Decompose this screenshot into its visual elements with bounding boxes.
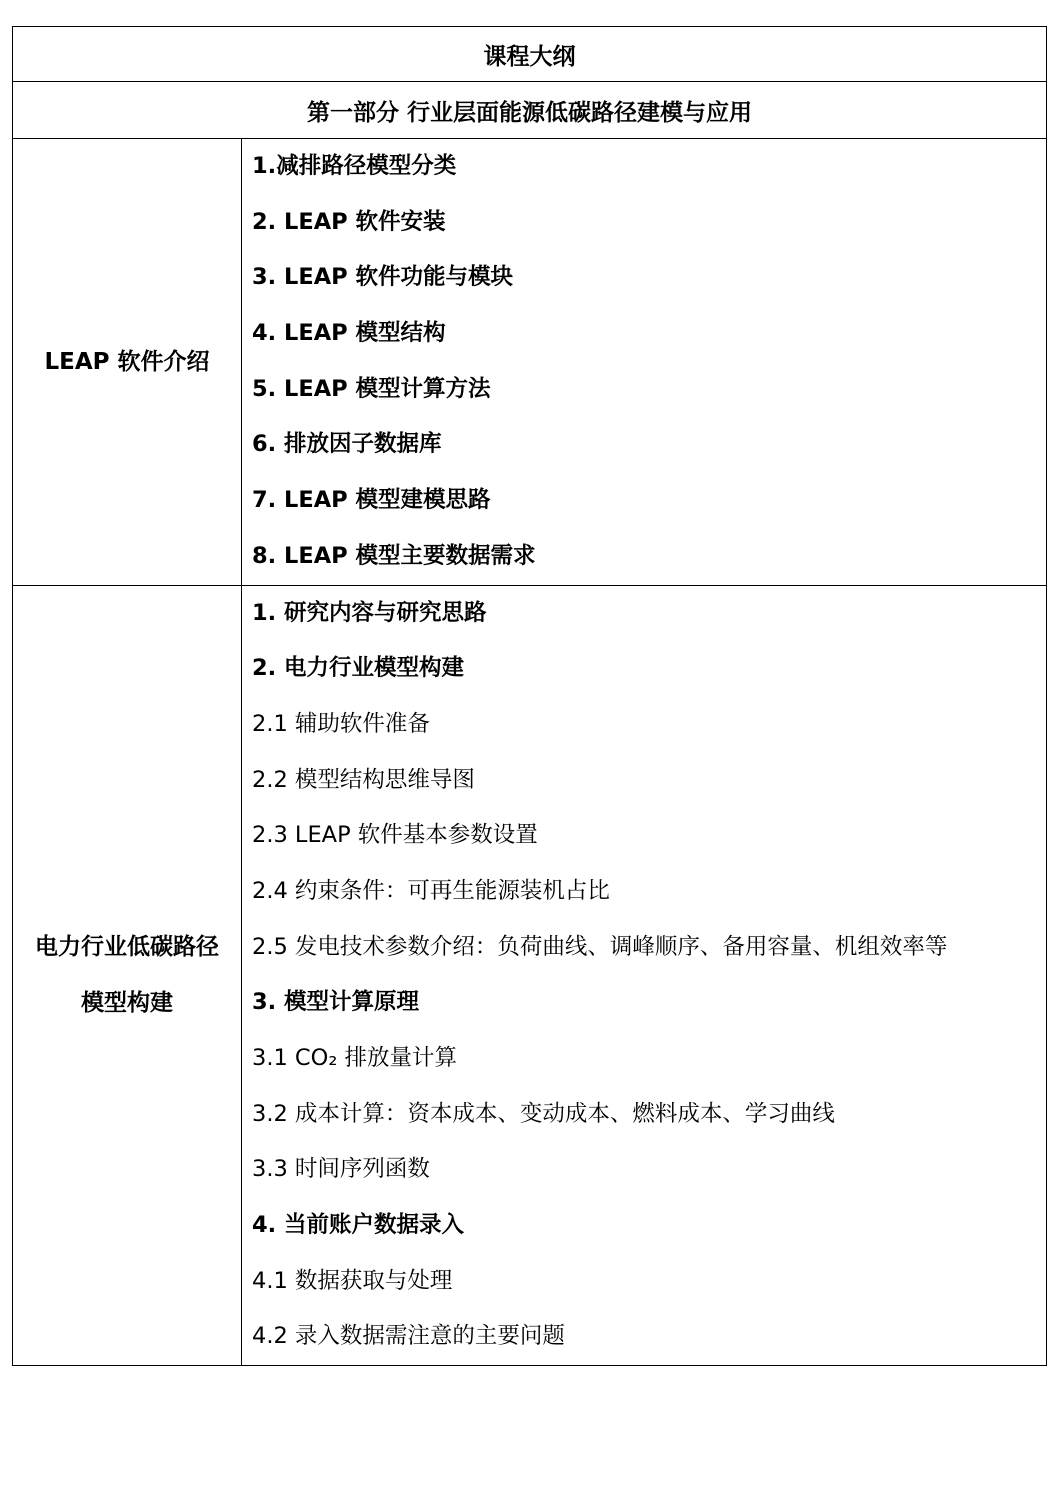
list-item: 2. 电力行业模型构建 (252, 655, 465, 682)
item-list (252, 586, 1046, 1366)
list-item: 2.3 LEAP 软件基本参数设置 (252, 822, 538, 849)
list-item: 3. 模型计算原理 (252, 989, 420, 1016)
list-item: 2.2 模型结构思维导图 (252, 766, 475, 793)
title-row (13, 27, 1047, 82)
part-row (13, 82, 1047, 139)
list-item: 2. LEAP 软件安装 (252, 208, 446, 235)
list-item: 5. LEAP 模型计算方法 (252, 375, 491, 402)
list-item: 1.减排路径模型分类 (252, 153, 457, 179)
module-row-power-sector (13, 585, 1047, 1366)
list-item: 3.1 CO₂ 排放量计算 (252, 1045, 458, 1071)
list-item: 7. LEAP 模型建模思路 (252, 487, 491, 514)
outline-title: 课程大纲 (13, 27, 1047, 82)
module-name (13, 139, 242, 586)
module-name (13, 585, 242, 1366)
list-item: 3. LEAP 软件功能与模块 (252, 264, 513, 291)
list-item: 4. LEAP 模型结构 (252, 320, 446, 347)
module-name-line: 电力行业低碳路径 (35, 934, 219, 961)
part-title: 第一部分 行业层面能源低碳路径建模与应用 (13, 82, 1047, 139)
list-item: 8. LEAP 模型主要数据需求 (252, 542, 536, 569)
module-name-line: 模型构建 (81, 990, 173, 1017)
module-name-line: LEAP 软件介绍 (44, 348, 210, 375)
list-item: 2.4 约束条件：可再生能源装机占比 (252, 877, 610, 904)
module-items (242, 139, 1047, 586)
list-item: 2.5 发电技术参数介绍：负荷曲线、调峰顺序、备用容量、机组效率等 (252, 933, 948, 960)
item-list (252, 139, 1046, 585)
list-item: 3.2 成本计算：资本成本、变动成本、燃料成本、学习曲线 (252, 1100, 835, 1127)
list-item: 2.1 辅助软件准备 (252, 710, 430, 737)
list-item: 3.3 时间序列函数 (252, 1156, 430, 1183)
list-item: 4.2 录入数据需注意的主要问题 (252, 1323, 565, 1350)
course-outline-table (12, 26, 1047, 1366)
list-item: 4.1 数据获取与处理 (252, 1267, 453, 1294)
list-item: 6. 排放因子数据库 (252, 431, 442, 458)
list-item: 1. 研究内容与研究思路 (252, 599, 487, 626)
module-items (242, 585, 1047, 1366)
list-item: 4. 当前账户数据录入 (252, 1212, 465, 1239)
module-row-leap-intro (13, 139, 1047, 586)
